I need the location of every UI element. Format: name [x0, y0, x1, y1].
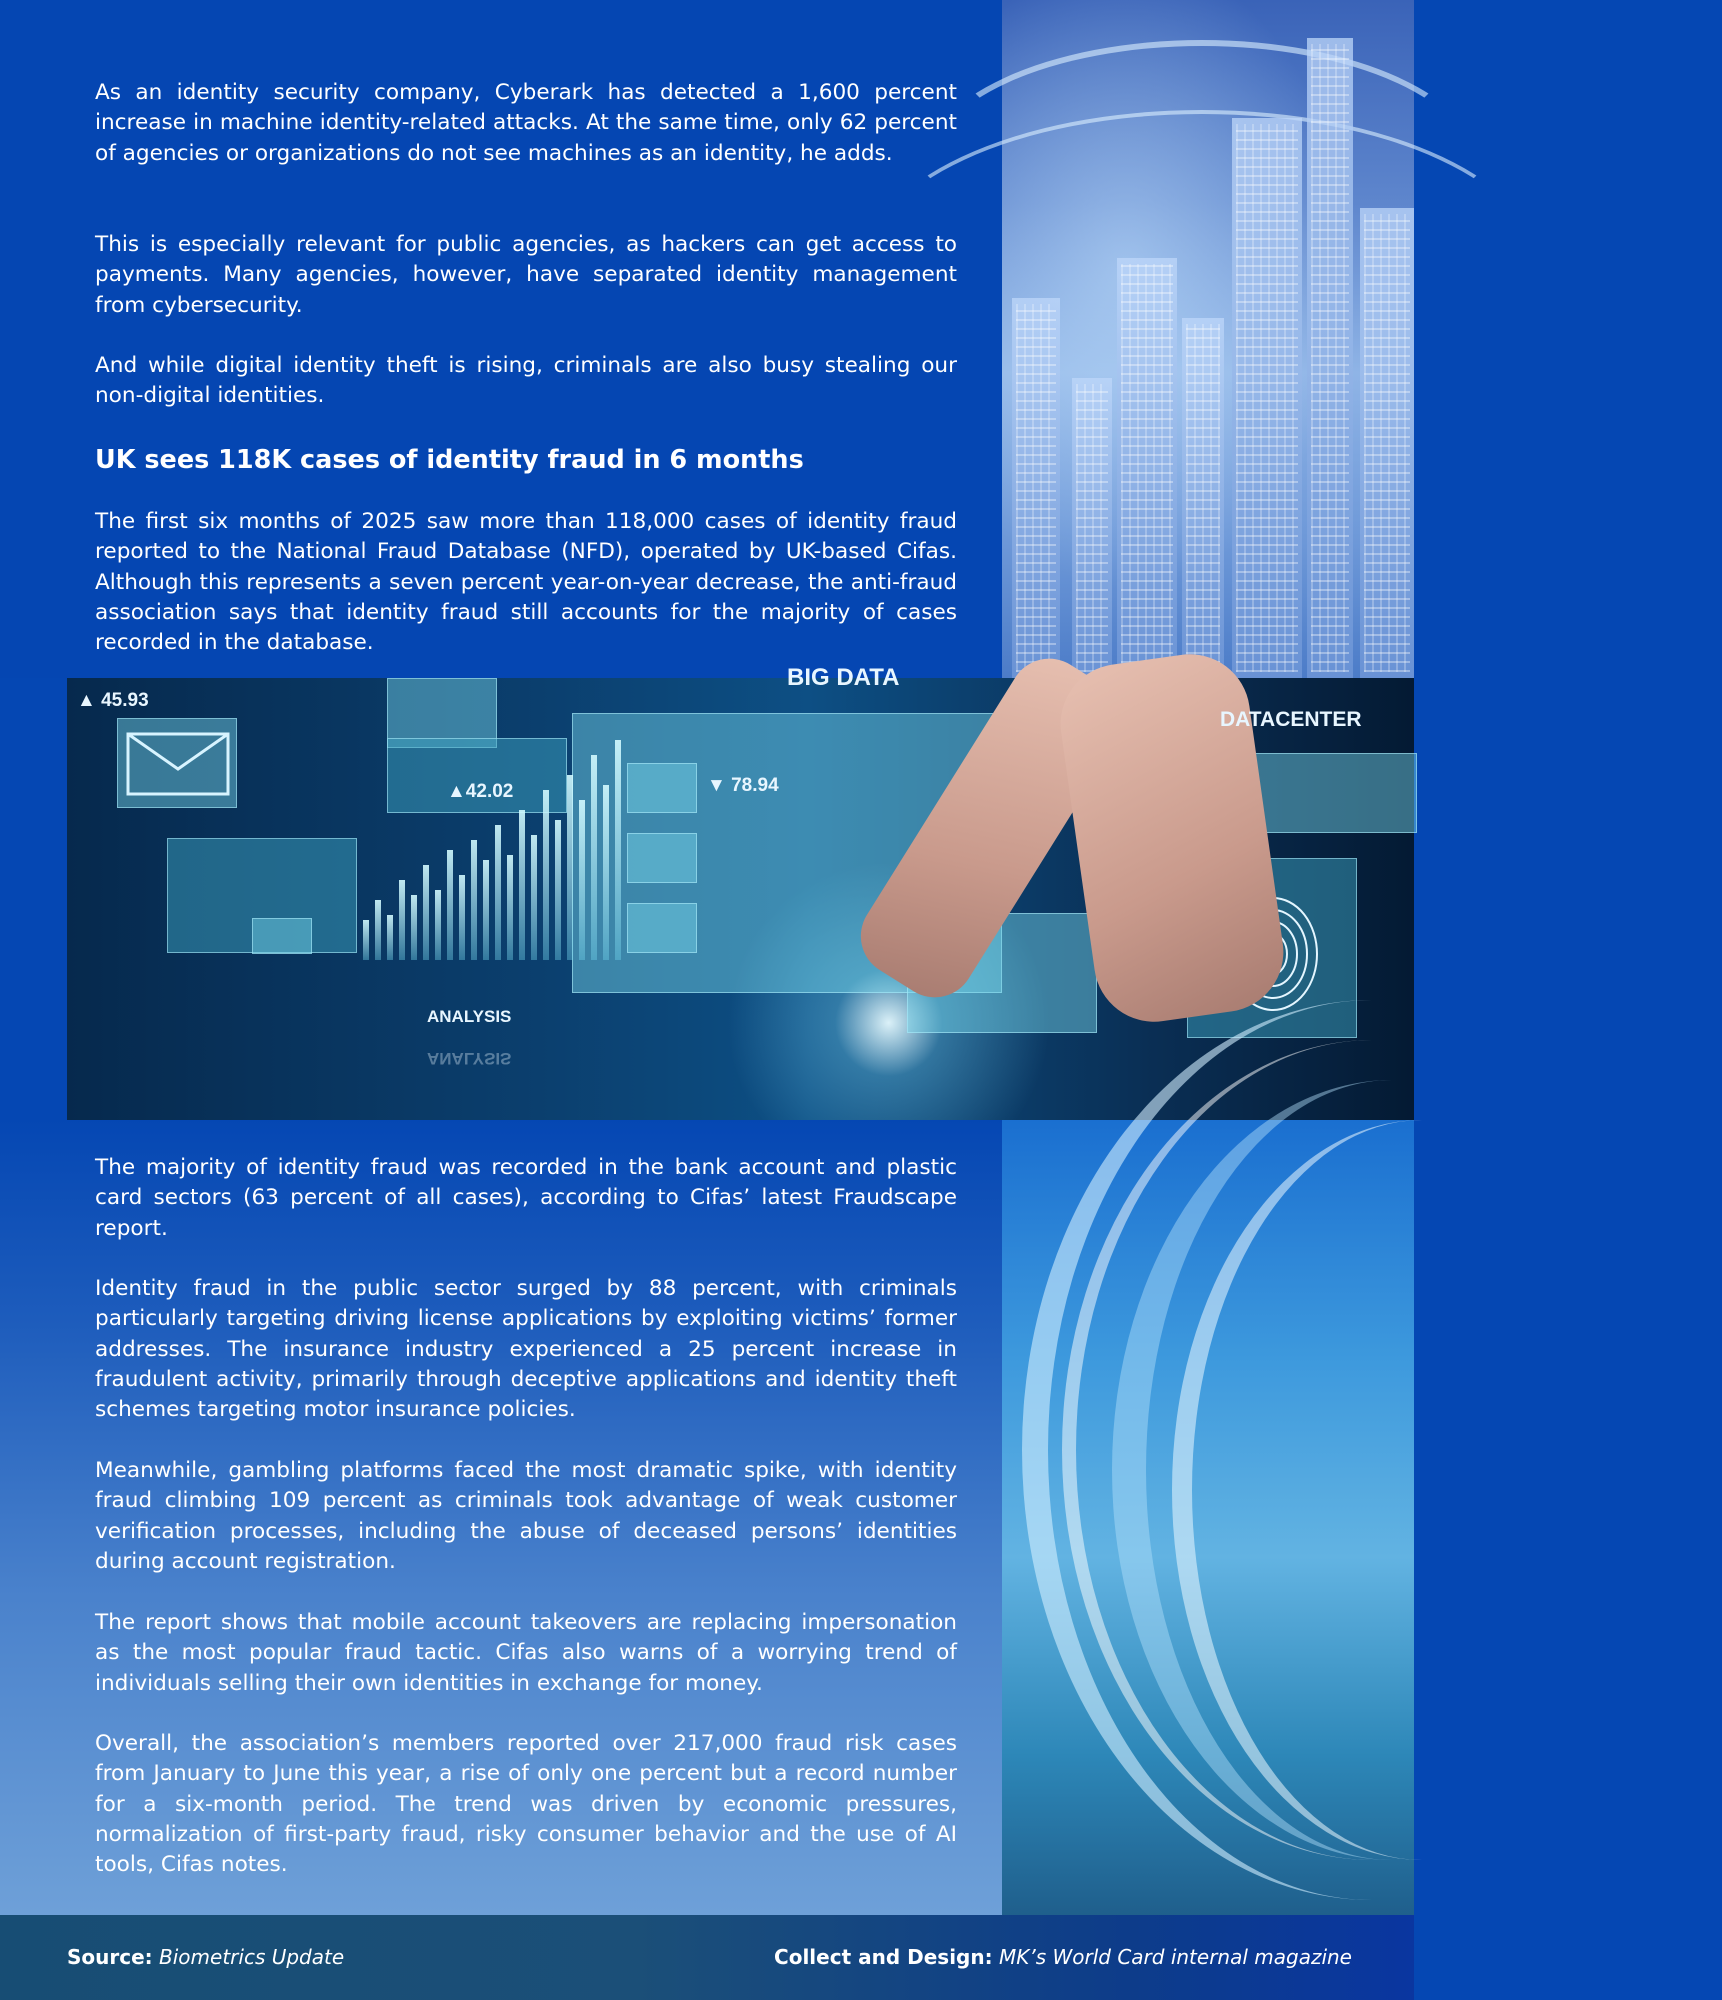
source-label: Source: — [67, 1945, 153, 1969]
analysis-label: ANALYSIS — [427, 1007, 512, 1026]
article-paragraph: This is especially relevant for public agencies, as hackers can get access to payments. Many agencies, however, have separated identity management from cybersecurity. — [95, 232, 957, 318]
folder-icon — [627, 903, 697, 953]
article-paragraph: Overall, the association’s members reported over 217,000 fraud risk cases from January to June this year, a rise of only one percent but a record number for a six-month period. The trend was driven by economic pressures, normalization of first-party fraud, risky consumer behavior and the use of AI tools, Cifas notes. — [95, 1731, 957, 1878]
envelope-icon — [117, 718, 237, 808]
article-paragraph: The report shows that mobile account takeovers are replacing impersonation as the most popular fraud tactic. Cifas also warns of a worrying trend of individuals selling their own identities in exchange for money. — [95, 1610, 957, 1696]
abstract-swirl-image — [1002, 1120, 1414, 1915]
envelope-icon — [252, 918, 312, 954]
stat-label: ▲ 45.93 — [77, 690, 149, 711]
stat-label: ▲42.02 — [447, 781, 514, 802]
city-skyline-image — [1002, 0, 1414, 678]
article-paragraph: Meanwhile, gambling platforms faced the most dramatic spike, with identity fraud climbing 109 percent as criminals took advantage of weak customer verification processes, including the abuse of deceased persons’ identities during account registration. — [95, 1458, 957, 1574]
article-paragraph: As an identity security company, Cyberark has detected a 1,600 percent increase in machine identity-related attacks. At the same time, only 62 percent of agencies or organizations do not see machines as an identity, he adds. — [95, 80, 957, 166]
credit-label: Collect and Design: — [774, 1945, 993, 1969]
source-credit — [67, 1944, 344, 1970]
stat-label: ▼ 78.94 — [707, 775, 779, 796]
design-credit — [774, 1944, 1352, 1970]
page-footer — [0, 1915, 1414, 2000]
folder-icon — [627, 833, 697, 883]
datacenter-label: DATACENTER — [1220, 708, 1362, 731]
article-paragraph: And while digital identity theft is rising, criminals are also busy stealing our non-digital identities. — [95, 353, 957, 409]
source-value: Biometrics Update — [159, 1945, 345, 1969]
article-paragraph: Identity fraud in the public sector surged by 88 percent, with criminals particularly targeting driving license applications by exploiting victims’ former addresses. The insurance industry experienced a 25 percent increase in fraudulent activity, primarily through deceptive applications and identity theft schemes targeting motor insurance policies. — [95, 1276, 957, 1423]
folder-icon — [627, 763, 697, 813]
section-heading: UK sees 118K cases of identity fraud in 6 months — [95, 445, 804, 475]
article-paragraph: The first six months of 2025 saw more than 118,000 cases of identity fraud reported to the National Fraud Database (NFD), operated by UK-based Cifas. Although this represents a seven percent year-on-year decrease, the anti-fraud association says that identity fraud still accounts for the majority of cases recorded in the database. — [95, 509, 957, 656]
article-paragraph: The majority of identity fraud was recorded in the bank account and plastic card sectors (63 percent of all cases), according to Cifas’ latest Fraudscape report. — [95, 1155, 957, 1241]
banner-top-label: BIG DATA — [787, 664, 900, 691]
credit-value: MK’s World Card internal magazine — [998, 1945, 1352, 1969]
analysis-reflection-label: ANALYSIS — [427, 1049, 512, 1068]
